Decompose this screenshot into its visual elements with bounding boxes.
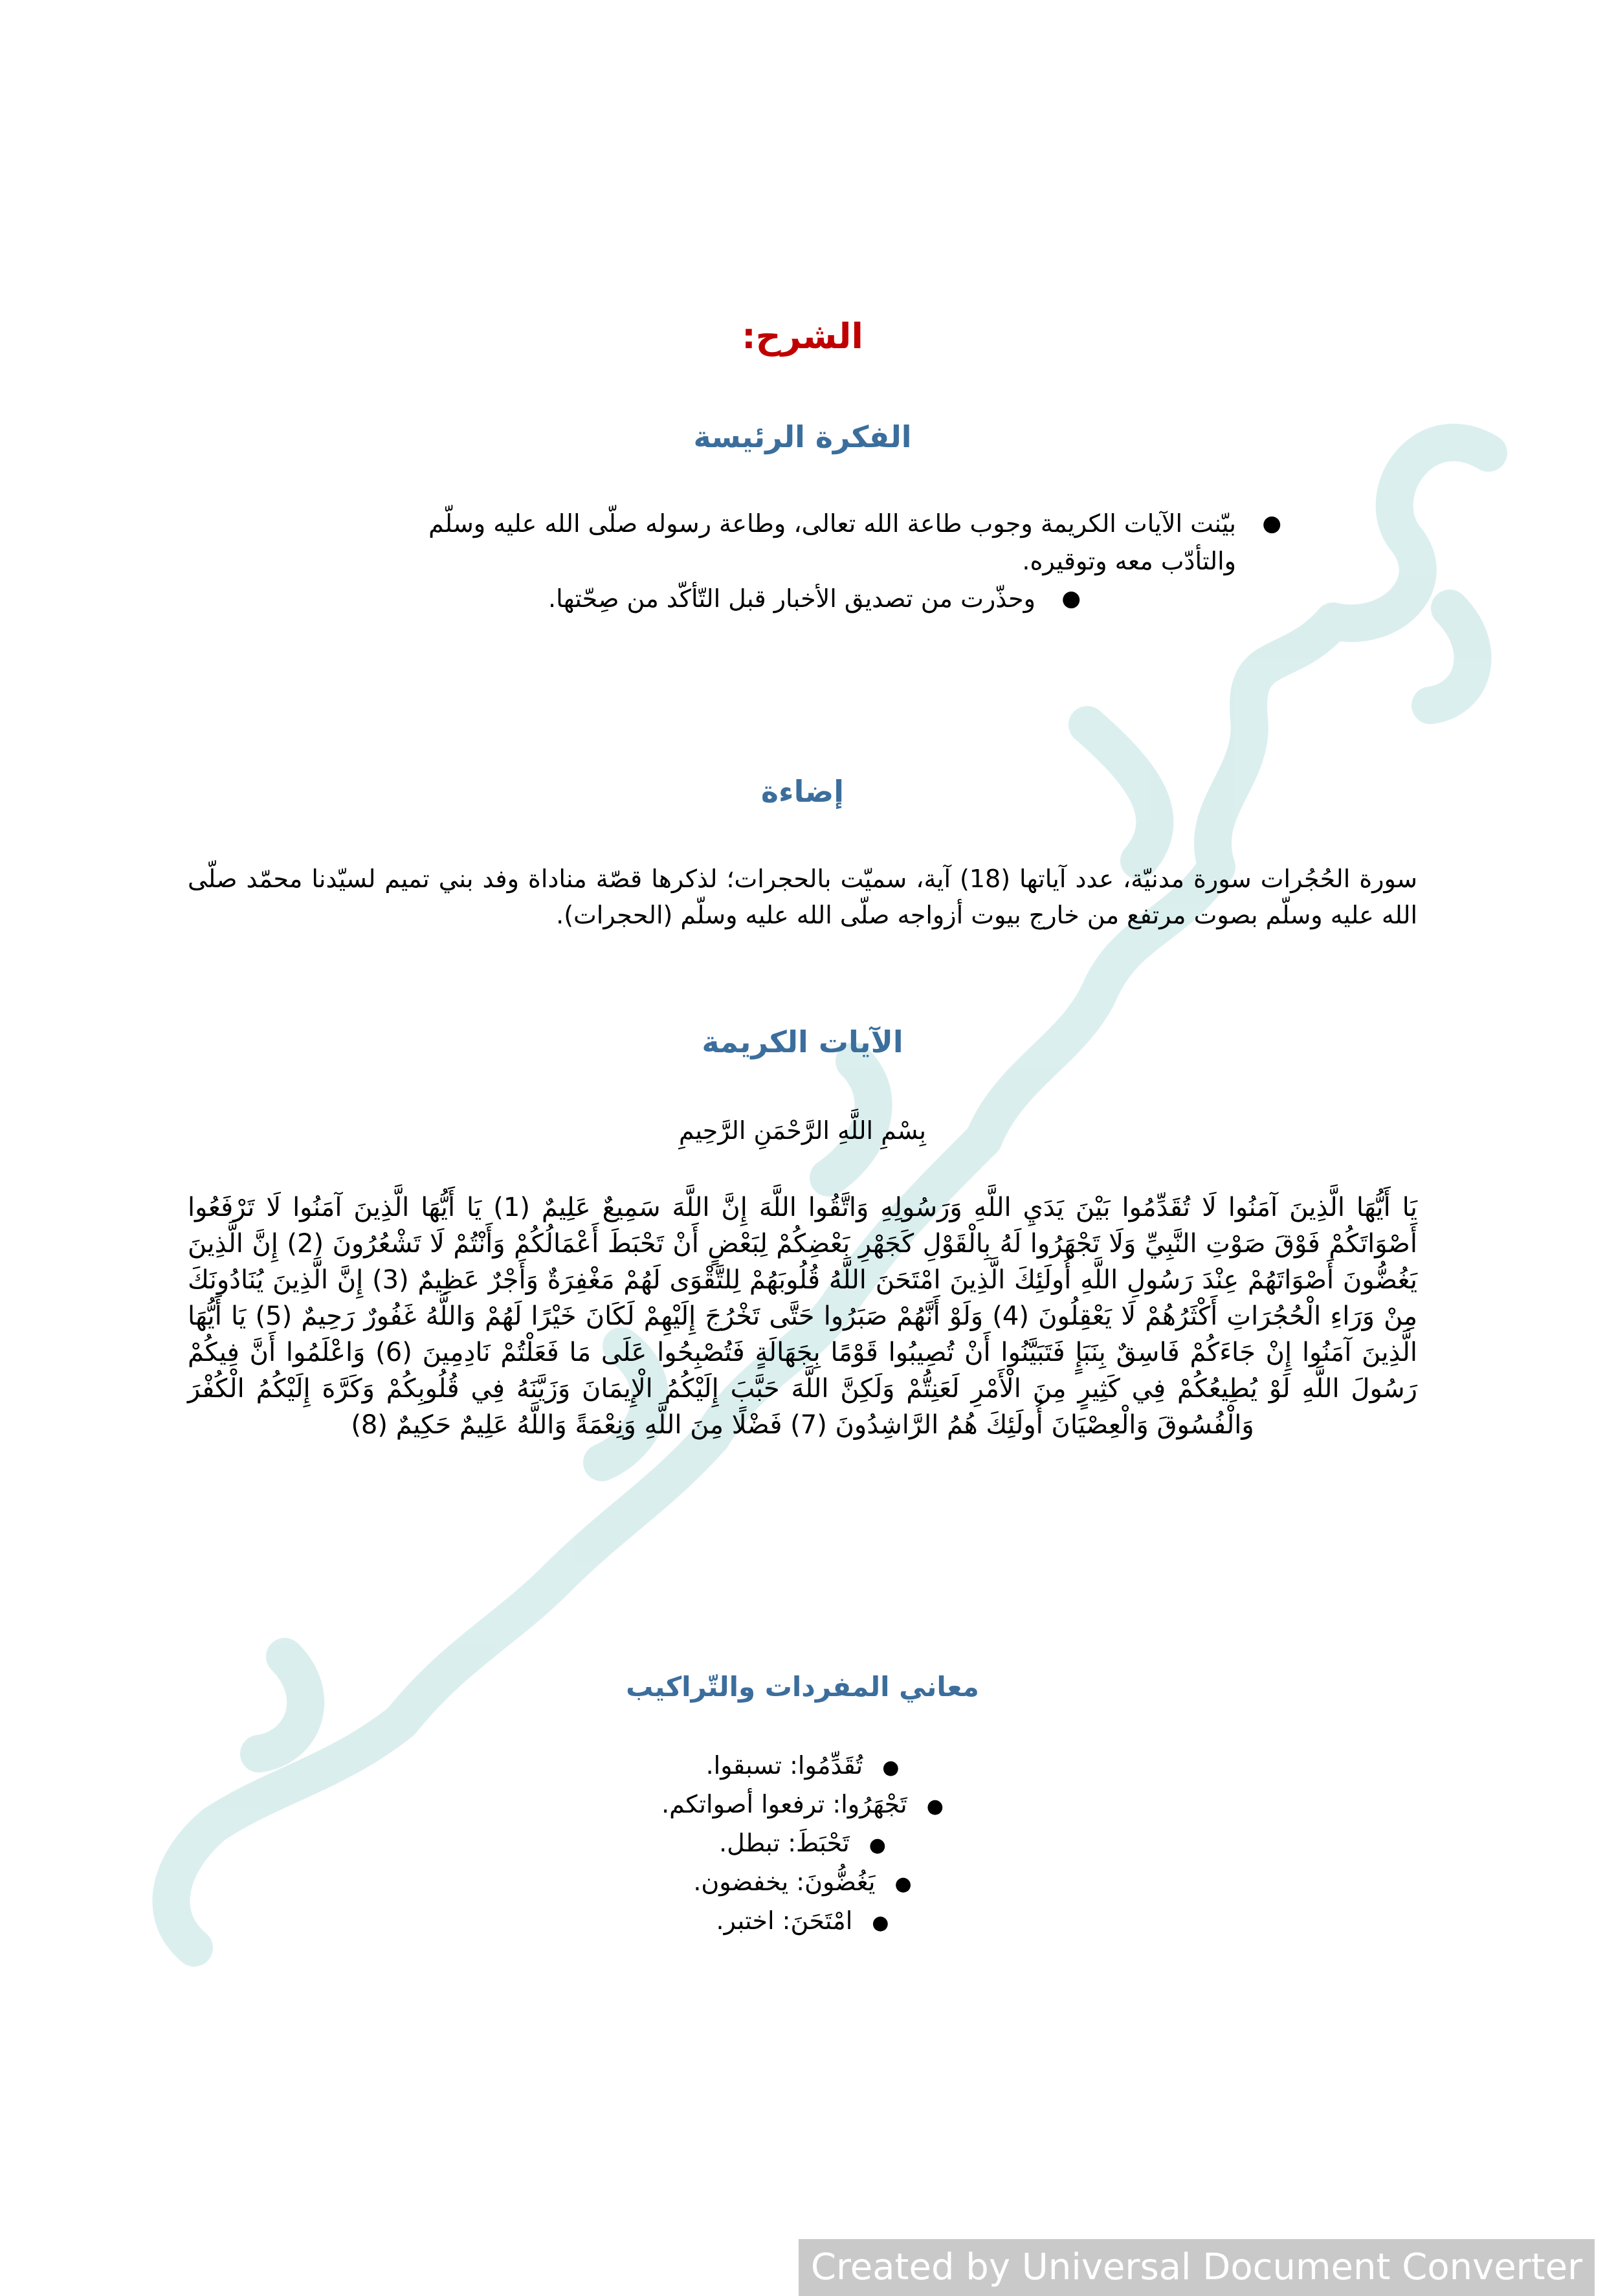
converter-footer-banner: Created by Universal Document Converter xyxy=(799,2239,1595,2296)
verses-heading: الآيات الكريمة xyxy=(702,1024,903,1059)
vocabulary-item: تُقَدِّمُوا: تسبقوا. xyxy=(705,1751,863,1780)
vocabulary-item: تَجْهَرُوا: ترفعوا أصواتكم. xyxy=(661,1790,907,1818)
main-idea-list xyxy=(362,505,1281,617)
bullet-icon: ● xyxy=(872,1912,889,1934)
list-item xyxy=(518,1747,1087,1786)
bullet-icon: ● xyxy=(882,1756,900,1779)
illumination-heading: إضاءة xyxy=(760,774,845,809)
vocabulary-heading: معاني المفردات والتّراكيب xyxy=(626,1671,979,1703)
bullet-icon: ● xyxy=(1262,511,1281,536)
main-idea-bullet-1: بيّنت الآيات الكريمة وجوب طاعة الله تعالى، وطاعة رسوله صلّى الله عليه وسلّم والتأدّب معه وتوقيره. xyxy=(428,509,1236,575)
verses-text: يَا أَيُّهَا الَّذِينَ آمَنُوا لَا تُقَدِّمُوا بَيْنَ يَدَيِ اللَّهِ وَرَسُولِهِ وَاتَّقُوا اللَّهَ إِنَّ اللَّهَ سَمِيعٌ عَلِيمٌ (1) يَا أَيُّهَا الَّذِينَ آمَنُوا لَا تَرْفَعُوا أَصْوَاتَكُمْ فَوْقَ صَوْتِ النَّبِيِّ وَلَا تَجْهَرُوا لَهُ بِالْقَوْلِ كَجَهْرِ بَعْضِكُمْ لِبَعْضٍ أَنْ تَحْبَطَ أَعْمَالُكُمْ وَأَنْتُمْ لَا تَشْعُرُونَ (2) إِنَّ الَّذِينَ يَغُضُّونَ أَصْوَاتَهُمْ عِنْدَ رَسُولِ اللَّهِ أُولَئِكَ الَّذِينَ امْتَحَنَ اللَّهُ قُلُوبَهُمْ لِلتَّقْوَى لَهُمْ مَغْفِرَةٌ وَأَجْرٌ عَظِيمٌ (3) إِنَّ الَّذِينَ يُنَادُونَكَ مِنْ وَرَاءِ الْحُجُرَاتِ أَكْثَرُهُمْ لَا يَعْقِلُونَ (4) وَلَوْ أَنَّهُمْ صَبَرُوا حَتَّى تَخْرُجَ إِلَيْهِمْ لَكَانَ خَيْرًا لَهُمْ وَاللَّهُ غَفُورٌ رَحِيمٌ (5) يَا أَيُّهَا الَّذِينَ آمَنُوا إِنْ جَاءَكُمْ فَاسِقٌ بِنَبَإٍ فَتَبَيَّنُوا أَنْ تُصِيبُوا قَوْمًا بِجَهَالَةٍ فَتُصْبِحُوا عَلَى مَا فَعَلْتُمْ نَادِمِينَ (6) وَاعْلَمُوا أَنَّ فِيكُمْ رَسُولَ اللَّهِ لَوْ يُطِيعُكُمْ فِي كَثِيرٍ مِنَ الْأَمْرِ لَعَنِتُّمْ وَلَكِنَّ اللَّهَ حَبَّبَ إِلَيْكُمُ الْإِيمَانَ وَزَيَّنَهُ فِي قُلُوبِكُمْ وَكَرَّهَ إِلَيْكُمُ الْكُفْرَ وَالْفُسُوقَ وَالْعِصْيَانَ أُولَئِكَ هُمُ الرَّاشِدُونَ (7) فَضْلًا مِنَ اللَّهِ وَنِعْمَةً وَاللَّهُ عَلِيمٌ حَكِيمٌ (8) xyxy=(188,1193,1418,1440)
bullet-icon: ● xyxy=(926,1795,944,1818)
vocabulary-item: يَغُضُّونَ: يخفضون. xyxy=(693,1868,876,1896)
bullet-icon: ● xyxy=(869,1834,886,1857)
vocabulary-item: امْتَحَنَ: اختبر. xyxy=(716,1906,853,1935)
vocabulary-item: تَحْبَطَ: تبطل. xyxy=(719,1829,850,1857)
illumination-paragraph: سورة الحُجُرات سورة مدنيّة، عدد آياتها (18) آية، سميّت بالحجرات؛ لذكرها قصّة مناداة وفد بني تميم لسيّدنا محمّد صلّى الله عليه وسلّم بصوت مرتفع من خارج بيوت أزواجه صلّى الله عليه وسلّم (الحجرات). xyxy=(188,865,1417,929)
list-item xyxy=(518,1864,1087,1903)
list-item xyxy=(518,1786,1087,1825)
bullet-icon: ● xyxy=(1061,586,1081,612)
basmala: بِسْمِ اللَّهِ الرَّحْمَنِ الرَّحِيمِ xyxy=(679,1116,926,1145)
vocabulary-list xyxy=(518,1747,1087,1941)
list-item xyxy=(362,580,1081,617)
bullet-icon: ● xyxy=(894,1873,912,1895)
list-item xyxy=(518,1903,1087,1941)
main-idea-bullet-2: وحذّرت من تصديق الأخبار قبل التّأكّد من صِحّتها. xyxy=(548,584,1035,613)
main-idea-heading: الفكرة الرئيسة xyxy=(693,419,912,454)
page-title: الشرح: xyxy=(742,316,863,357)
list-item xyxy=(362,505,1281,580)
list-item xyxy=(518,1825,1087,1864)
